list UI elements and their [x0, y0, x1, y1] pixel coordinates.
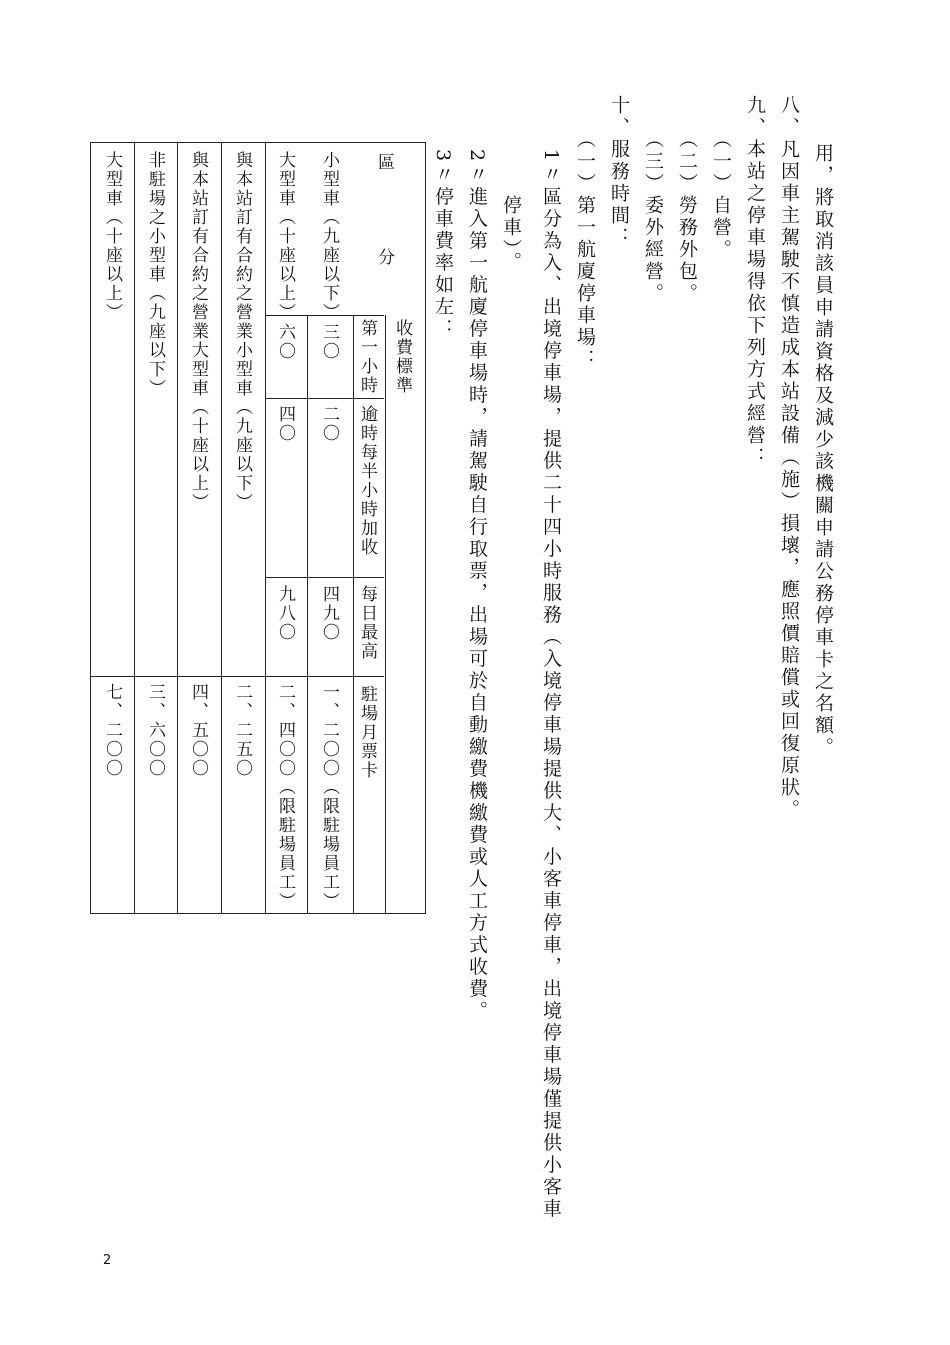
text-line: 2〃進入第一航廈停車場時，請駕駛自行取票，出場可於自動繳費機繳費或人工方式收費。: [466, 149, 488, 1023]
row-category: 大型車（十座以上）: [102, 151, 122, 322]
row-category: 與本站訂有合約之營業小型車（九座以下）: [232, 151, 252, 512]
row-category: 小型車（九座以下）: [319, 151, 339, 322]
document-body: [420, 95, 840, 1275]
text-line: （一）自營。: [710, 129, 732, 261]
row-monthly-pass: 四、五〇〇: [188, 683, 208, 778]
text-line: 九、本站之停車場得依下列方式經營：: [744, 95, 766, 469]
table-divider: [91, 676, 384, 677]
table-divider: [221, 143, 222, 913]
table-divider: [177, 143, 178, 913]
table-divider: [265, 398, 384, 399]
table-divider: [265, 143, 266, 913]
text-line: 八、凡因車主駕駛不慎造成本站設備（施）損壞，應照價賠償或回復原狀。: [778, 95, 800, 821]
header-category: 區 分: [374, 153, 394, 267]
row-daily-max: 四九〇: [319, 585, 339, 642]
header-overtime: 逾時每半小時加收: [357, 405, 377, 557]
row-monthly-pass: 七、二〇〇: [102, 683, 122, 778]
row-category: 與本站訂有合約之營業大型車（十座以上）: [188, 151, 208, 512]
header-daily-max: 每日最高: [357, 585, 377, 661]
parking-fee-table: [90, 142, 426, 914]
row-monthly-pass: 二、四〇〇（限駐場員工）: [275, 683, 295, 911]
table-divider: [385, 315, 386, 913]
text-line: 停車）。: [500, 195, 522, 274]
row-monthly-pass: 三、六〇〇: [145, 683, 165, 778]
text-line: 十、服務時間：: [608, 95, 630, 249]
text-line: 1〃區分為入、出境停車場，提供二十四小時服務（入境停車場提供大、小客車停車，出境停車場僅提供小客車: [540, 149, 562, 1221]
text-line: （二）勞務外包。: [676, 129, 698, 305]
row-category: 非駐場之小型車（九座以下）: [145, 151, 165, 398]
text-line: 用，將取消該員申請資格及減少該機關申請公務停車卡之名額。: [812, 143, 834, 759]
row-overtime: 四〇: [275, 405, 295, 443]
row-overtime: 二〇: [319, 405, 339, 443]
table-divider: [134, 143, 135, 913]
header-monthly-pass: 駐場月票卡: [357, 685, 377, 780]
row-monthly-pass: 二、二五〇: [232, 683, 252, 778]
row-first-hour: 六〇: [275, 323, 295, 361]
text-line: （三）委外經營。: [642, 129, 664, 305]
table-divider: [353, 315, 354, 913]
row-monthly-pass: 一、二〇〇（限駐場員工）: [319, 683, 339, 911]
row-daily-max: 九八〇: [275, 585, 295, 642]
row-category: 大型車（十座以上）: [275, 151, 295, 322]
header-fee-standard: 收費標準: [392, 319, 412, 395]
table-divider: [265, 577, 384, 578]
text-line: 3〃停車費率如左：: [432, 149, 454, 341]
page-number: 2: [103, 1253, 112, 1268]
header-first-hour: 第一小時: [357, 319, 377, 395]
text-line: （一）第一航廈停車場：: [574, 129, 596, 371]
row-first-hour: 三〇: [319, 323, 339, 361]
table-divider: [307, 315, 308, 913]
